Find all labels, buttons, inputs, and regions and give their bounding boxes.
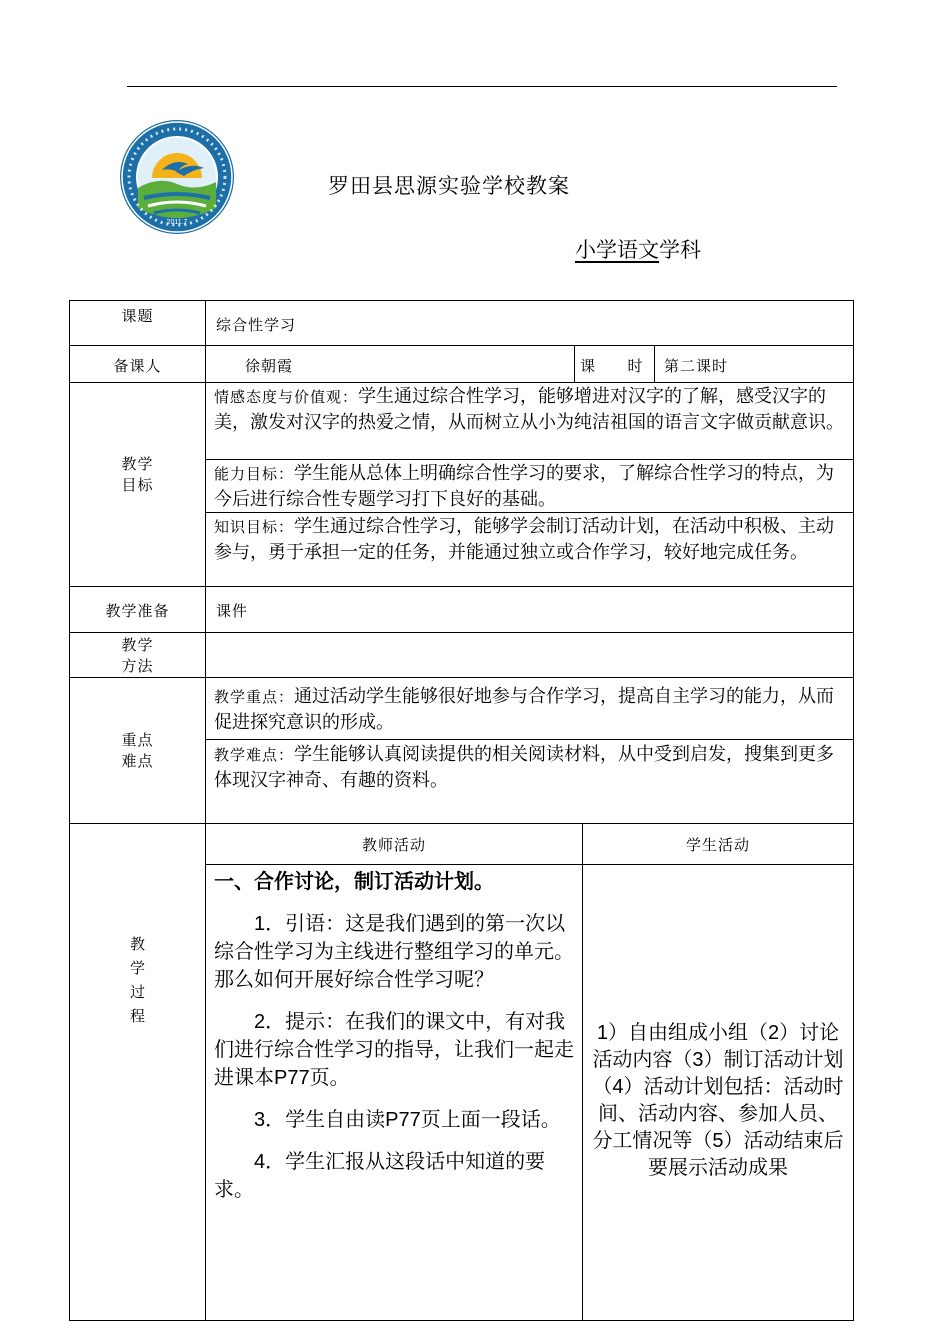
subject-suffix: 学科 — [659, 238, 701, 262]
school-title: 罗田县思源实验学校教案 — [328, 174, 570, 198]
table-border-left — [69, 300, 70, 1320]
key-point — [214, 684, 848, 736]
difficulty-text: 学生能够认真阅读提供的相关阅读材料，从中受到启发，搜集到更多体现汉字神奇、有趣的资料。 — [214, 744, 835, 791]
prep-value: 课件 — [216, 602, 249, 620]
table-border-right — [853, 300, 854, 1320]
table-border-top — [69, 300, 854, 301]
goal-ability-key: 能力目标： — [214, 465, 295, 483]
goal-divider — [205, 459, 854, 460]
goal-knowledge-text: 学生通过综合性学习，能够学会制订活动计划，在活动中积极、主动参与，勇于承担一定的任务，并能通过独立或合作学习，较好地完成任务。 — [214, 516, 835, 563]
method-label-line2: 方法 — [121, 657, 154, 675]
goals-label-line1: 教学 — [121, 455, 154, 473]
key-label-line2: 难点 — [121, 752, 154, 770]
goals-label — [70, 454, 205, 496]
process-label-char: 程 — [129, 1007, 145, 1025]
difficulty-key: 教学难点： — [214, 746, 295, 764]
row-divider — [69, 677, 854, 678]
preparer-value: 徐朝霞 — [245, 357, 294, 375]
method-label-line1: 教学 — [121, 636, 154, 654]
label-column-divider — [205, 300, 206, 1320]
method-label — [70, 635, 205, 677]
process-label-char: 过 — [129, 983, 145, 1001]
row-divider — [69, 345, 854, 346]
row-divider — [69, 382, 854, 383]
teacher-activity-header: 教师活动 — [361, 836, 426, 854]
teacher-paragraph: 1．引语：这是我们遇到的第一次以综合性学习为主线进行整组学习的单元。那么如何开展好综合性学习呢？ — [214, 913, 574, 991]
teacher-paragraph: 4．学生汇报从这段话中知道的要求。 — [214, 1151, 546, 1201]
prep-label: 教学准备 — [105, 602, 170, 620]
process-label — [70, 932, 205, 1028]
goals-label-line2: 目标 — [121, 476, 154, 494]
goal-emotion — [214, 384, 848, 436]
teacher-activity-content — [214, 868, 574, 1218]
goal-ability — [214, 461, 848, 513]
logo-year: 2011.7 — [166, 219, 188, 226]
top-rule — [127, 86, 837, 87]
activity-column-divider — [582, 823, 583, 1320]
period-divider — [654, 345, 655, 382]
row-divider — [69, 632, 854, 633]
teacher-paragraph: 2．提示：在我们的课文中，有对我们进行综合性学习的指导，让我们一起走进课本P77页。 — [214, 1011, 574, 1089]
topic-value: 综合性学习 — [216, 316, 297, 334]
key-label — [70, 730, 205, 772]
process-label-char: 学 — [129, 959, 145, 977]
period-divider — [574, 345, 575, 382]
key-point-text: 通过活动学生能够很好地参与合作学习，提高自主学习的能力，从而促进探究意识的形成。 — [214, 686, 835, 733]
subject-line — [575, 234, 701, 264]
goal-emotion-text: 学生通过综合性学习，能够增进对汉字的了解，感受汉字的美，激发对汉字的热爱之情，从而树立从小为纯洁祖国的语言文字做贡献意识。 — [214, 386, 844, 433]
subject-name: 小学语文 — [575, 238, 659, 262]
process-label-char: 教 — [129, 935, 145, 953]
student-activity-content: 1）自由组成小组（2）讨论活动内容（3）制订活动计划（4）活动计划包括：活动时间、活动内容、参加人员、分工情况等（5）活动结束后要展示活动成果 — [592, 1022, 844, 1179]
period-label: 课 时 — [580, 357, 644, 375]
preparer-label: 备课人 — [113, 357, 162, 375]
key-divider — [205, 739, 854, 740]
goal-ability-text: 学生能从总体上明确综合性学习的要求，了解综合性学习的特点，为今后进行综合性专题学习打下良好的基础。 — [214, 463, 835, 510]
table-border-bottom — [69, 1320, 854, 1321]
row-divider — [69, 823, 854, 824]
student-activity-header: 学生活动 — [685, 836, 750, 854]
teacher-heading: 一、合作讨论，制订活动计划。 — [214, 871, 494, 893]
activity-header-divider — [205, 864, 854, 865]
goal-emotion-key: 情感态度与价值观： — [214, 388, 359, 406]
key-label-line1: 重点 — [121, 731, 154, 749]
teacher-paragraph: 3．学生自由读P77页上面一段话。 — [254, 1109, 561, 1131]
key-point-key: 教学重点： — [214, 688, 295, 706]
goal-knowledge — [214, 514, 848, 566]
school-emblem-icon — [118, 118, 236, 236]
school-logo — [118, 118, 236, 236]
goal-knowledge-key: 知识目标： — [214, 518, 295, 536]
topic-label: 课题 — [121, 307, 154, 325]
row-divider — [69, 586, 854, 587]
difficulty — [214, 742, 848, 794]
period-value: 第二课时 — [664, 357, 729, 375]
